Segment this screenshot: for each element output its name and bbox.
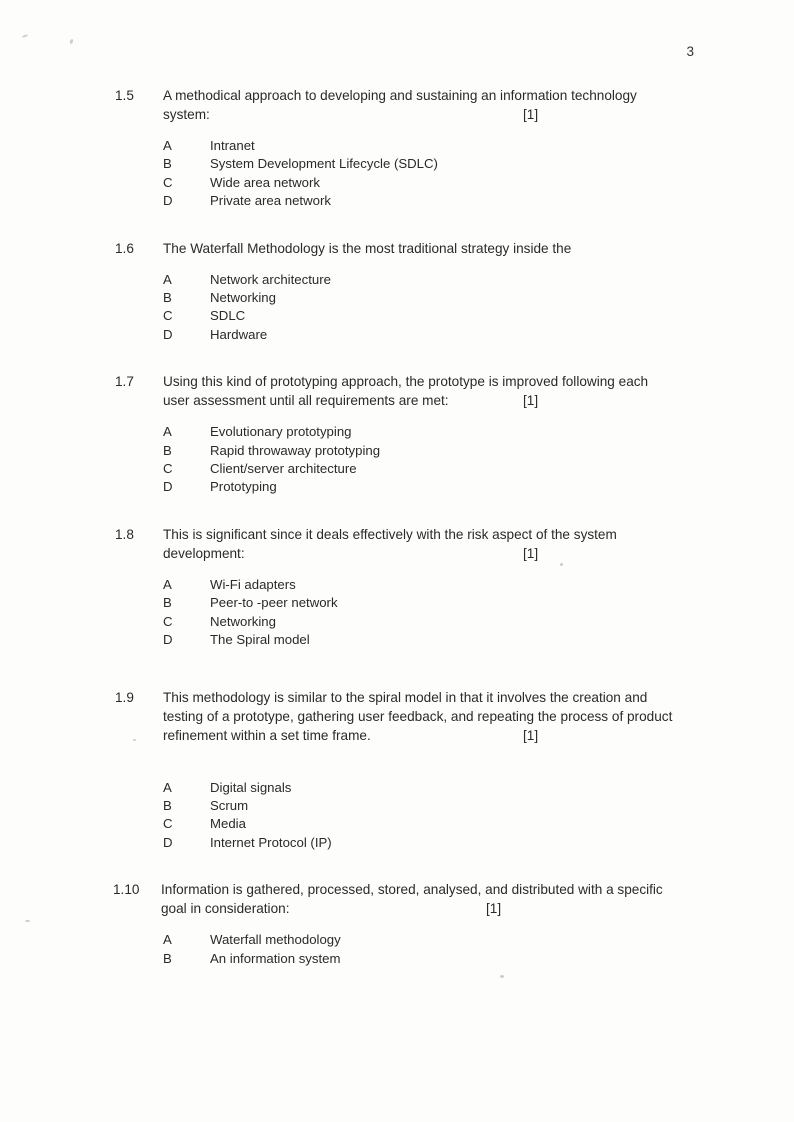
question-number: 1.9 <box>115 689 134 705</box>
question-text <box>163 86 693 124</box>
option-letter: A <box>163 424 172 440</box>
marks-allocation: [1] <box>486 901 502 917</box>
question-line-text: refinement within a set time frame. <box>163 727 371 743</box>
option-item[interactable] <box>163 779 794 797</box>
question-line <box>163 391 693 410</box>
option-text: Hardware <box>210 326 268 342</box>
option-item[interactable] <box>163 576 794 594</box>
option-letter: D <box>163 479 173 495</box>
option-letter: A <box>163 932 172 948</box>
marks-allocation: [1] <box>523 545 539 561</box>
question-line: A methodical approach to developing and sustaining an information technology <box>163 88 637 103</box>
question-line <box>163 544 693 563</box>
option-text: The Spiral model <box>210 632 310 648</box>
option-text: An information system <box>210 950 341 966</box>
option-letter: C <box>163 174 173 190</box>
question-block <box>0 688 794 853</box>
question-line: This methodology is similar to the spiral model in that it involves the creation and <box>163 689 648 705</box>
option-item[interactable] <box>163 478 794 496</box>
option-letter: A <box>163 271 172 287</box>
marks-allocation: [1] <box>523 107 539 122</box>
option-letter: B <box>163 442 172 458</box>
option-letter: A <box>163 779 172 795</box>
question-line <box>163 105 693 124</box>
option-letter: D <box>163 326 173 342</box>
option-text: Wide area network <box>210 174 320 190</box>
option-item[interactable] <box>163 931 794 949</box>
option-text: Media <box>210 816 246 832</box>
question-line-text: development: <box>163 545 245 561</box>
option-item[interactable] <box>163 594 794 612</box>
option-item[interactable] <box>163 326 794 344</box>
question-line <box>161 899 706 918</box>
question-number: 1.5 <box>115 88 134 103</box>
option-item[interactable] <box>163 423 794 441</box>
option-item[interactable] <box>163 815 794 833</box>
question-line: testing of a prototype, gathering user feedback, and repeating the process of product <box>163 708 673 724</box>
option-text: Prototyping <box>210 479 277 495</box>
option-text: Evolutionary prototyping <box>210 424 352 440</box>
option-text: Client/server architecture <box>210 461 357 477</box>
option-letter: A <box>163 576 172 592</box>
option-text: Digital signals <box>210 779 292 795</box>
option-letter: C <box>163 461 173 477</box>
option-item[interactable] <box>163 950 794 968</box>
option-item[interactable] <box>163 174 794 192</box>
option-letter: C <box>163 308 173 324</box>
option-item[interactable] <box>163 307 794 325</box>
option-letter: C <box>163 613 173 629</box>
option-list <box>0 576 794 650</box>
option-item[interactable] <box>163 155 794 173</box>
question-number: 1.8 <box>115 526 134 542</box>
question-line <box>163 726 708 745</box>
option-list <box>0 423 794 497</box>
option-item[interactable] <box>163 631 794 649</box>
option-text: Rapid throwaway prototyping <box>210 442 381 458</box>
option-list <box>0 931 794 968</box>
option-item[interactable] <box>163 834 794 852</box>
option-item[interactable] <box>163 460 794 478</box>
option-text: Scrum <box>210 797 249 813</box>
scan-speck-icon <box>69 39 73 45</box>
question-line-text: goal in consideration: <box>161 901 290 917</box>
question-number: 1.7 <box>115 374 134 390</box>
option-text: Waterfall methodology <box>210 932 341 948</box>
option-item[interactable] <box>163 442 794 460</box>
option-item[interactable] <box>163 137 794 155</box>
option-item[interactable] <box>163 192 794 210</box>
question-text <box>163 239 693 258</box>
question-block <box>0 525 794 650</box>
option-letter: B <box>163 595 172 611</box>
option-letter: B <box>163 290 172 306</box>
question-text <box>163 525 693 563</box>
page-number: 3 <box>686 44 694 59</box>
option-letter: D <box>163 193 173 209</box>
scan-speck-icon <box>22 34 28 38</box>
option-letter: D <box>163 632 173 648</box>
option-text: Private area network <box>210 193 331 209</box>
question-line: This is significant since it deals effectively with the risk aspect of the system <box>163 526 617 542</box>
scan-speck-icon <box>500 975 504 978</box>
option-letter: C <box>163 816 173 832</box>
marks-allocation: [1] <box>523 393 539 409</box>
question-number: 1.10 <box>113 882 140 898</box>
option-text: Wi-Fi adapters <box>210 576 296 592</box>
question-text <box>161 880 706 918</box>
question-line-text: user assessment until all requirements are met: <box>163 393 449 409</box>
question-number: 1.6 <box>115 240 134 256</box>
question-block <box>0 239 794 345</box>
option-text: Networking <box>210 290 276 306</box>
marks-allocation: [1] <box>523 727 539 743</box>
question-block <box>0 86 794 211</box>
question-line: Using this kind of prototyping approach, the prototype is improved following each <box>163 374 649 390</box>
option-item[interactable] <box>163 289 794 307</box>
question-list <box>0 86 794 968</box>
option-list <box>0 271 794 345</box>
question-block <box>0 880 794 968</box>
option-list <box>0 137 794 211</box>
option-text: Internet Protocol (IP) <box>210 834 332 850</box>
option-letter: D <box>163 834 173 850</box>
option-item[interactable] <box>163 797 794 815</box>
option-text: Peer-to -peer network <box>210 595 338 611</box>
option-letter: B <box>163 950 172 966</box>
option-text: Networking <box>210 613 276 629</box>
option-text: Network architecture <box>210 271 331 287</box>
question-text <box>163 372 693 410</box>
question-text <box>163 688 708 745</box>
option-item[interactable] <box>163 613 794 631</box>
question-line: Information is gathered, processed, stored, analysed, and distributed with a specific <box>161 882 663 898</box>
option-list <box>0 779 794 853</box>
option-text: SDLC <box>210 308 246 324</box>
option-text: Intranet <box>210 138 255 153</box>
option-letter: A <box>163 138 172 153</box>
option-letter: B <box>163 797 172 813</box>
question-line: The Waterfall Methodology is the most traditional strategy inside the <box>163 240 572 256</box>
option-text: System Development Lifecycle (SDLC) <box>210 156 438 172</box>
question-block <box>0 372 794 497</box>
option-item[interactable] <box>163 271 794 289</box>
option-letter: B <box>163 156 172 172</box>
question-line-text: system: <box>163 107 210 122</box>
